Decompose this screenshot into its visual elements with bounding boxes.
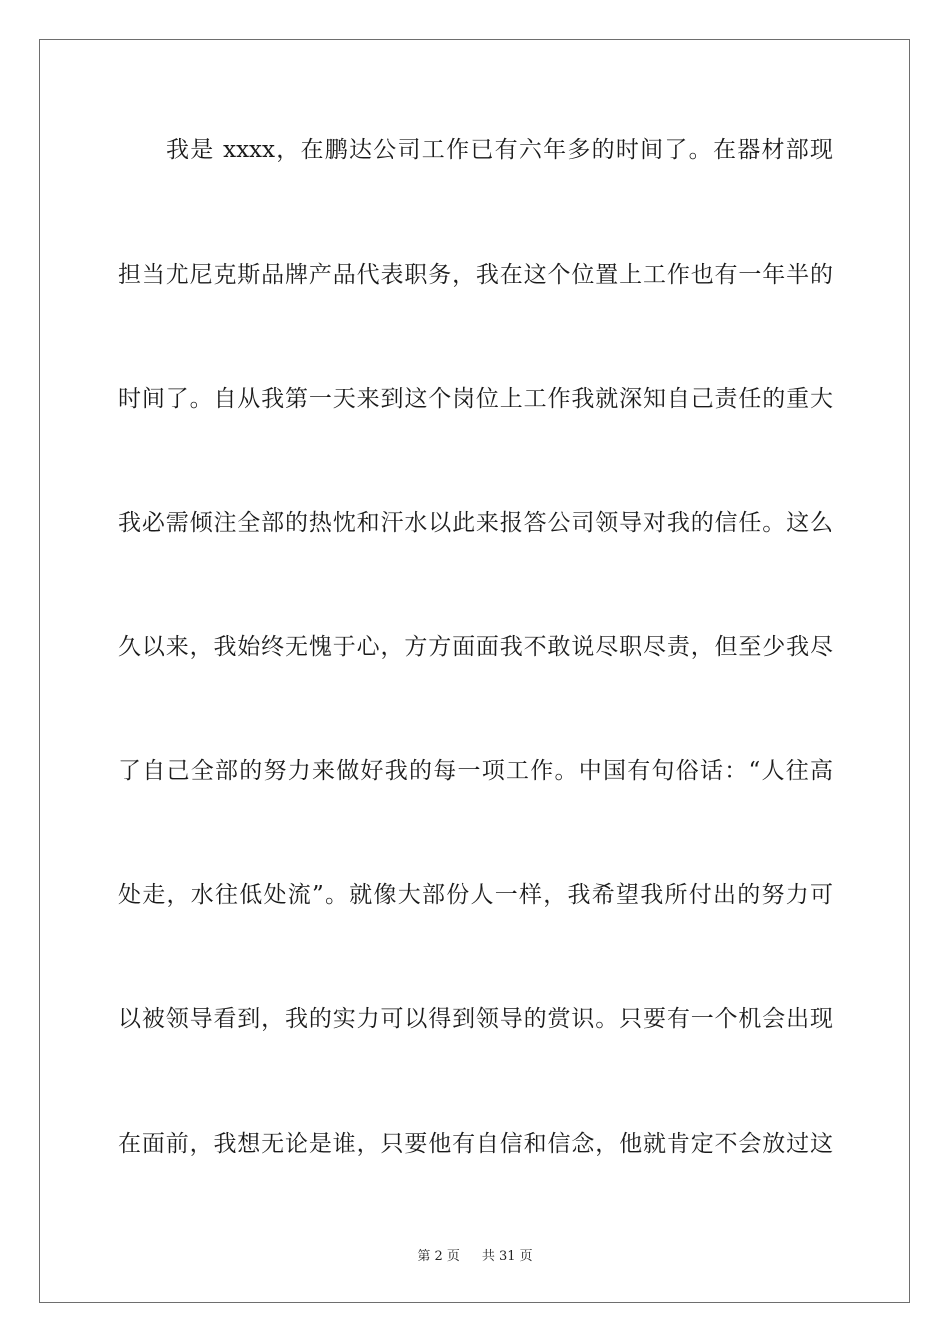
paragraph-line: 以被领导看到，我的实力可以得到领导的赏识。只要有一个机会出现 (118, 1006, 833, 1032)
paragraph-line: 在面前，我想无论是谁，只要他有自信和信念，他就肯定不会放过这 (118, 1131, 833, 1157)
page-number: 第 2 页 (417, 1249, 460, 1264)
paragraph-line: 时间了。自从我第一天来到这个岗位上工作我就深知自己责任的重大 (118, 386, 833, 412)
page-total: 共 31 页 (481, 1249, 533, 1264)
paragraph-line: 了自己全部的努力来做好我的每一项工作。中国有句俗话：“人往高 (118, 758, 833, 784)
paragraph-line: 我是 xxxx，在鹏达公司工作已有六年多的时间了。在器材部现 (166, 137, 833, 163)
page-border (39, 39, 910, 1303)
paragraph-line: 担当尤尼克斯品牌产品代表职务，我在这个位置上工作也有一年半的 (118, 262, 833, 288)
page-footer (0, 1245, 950, 1264)
paragraph-line: 处走，水往低处流”。就像大部份人一样，我希望我所付出的努力可 (118, 882, 833, 908)
paragraph-line: 久以来，我始终无愧于心，方方面面我不敢说尽职尽责，但至少我尽 (118, 634, 833, 660)
paragraph-line: 我必需倾注全部的热忱和汗水以此来报答公司领导对我的信任。这么 (118, 510, 833, 536)
